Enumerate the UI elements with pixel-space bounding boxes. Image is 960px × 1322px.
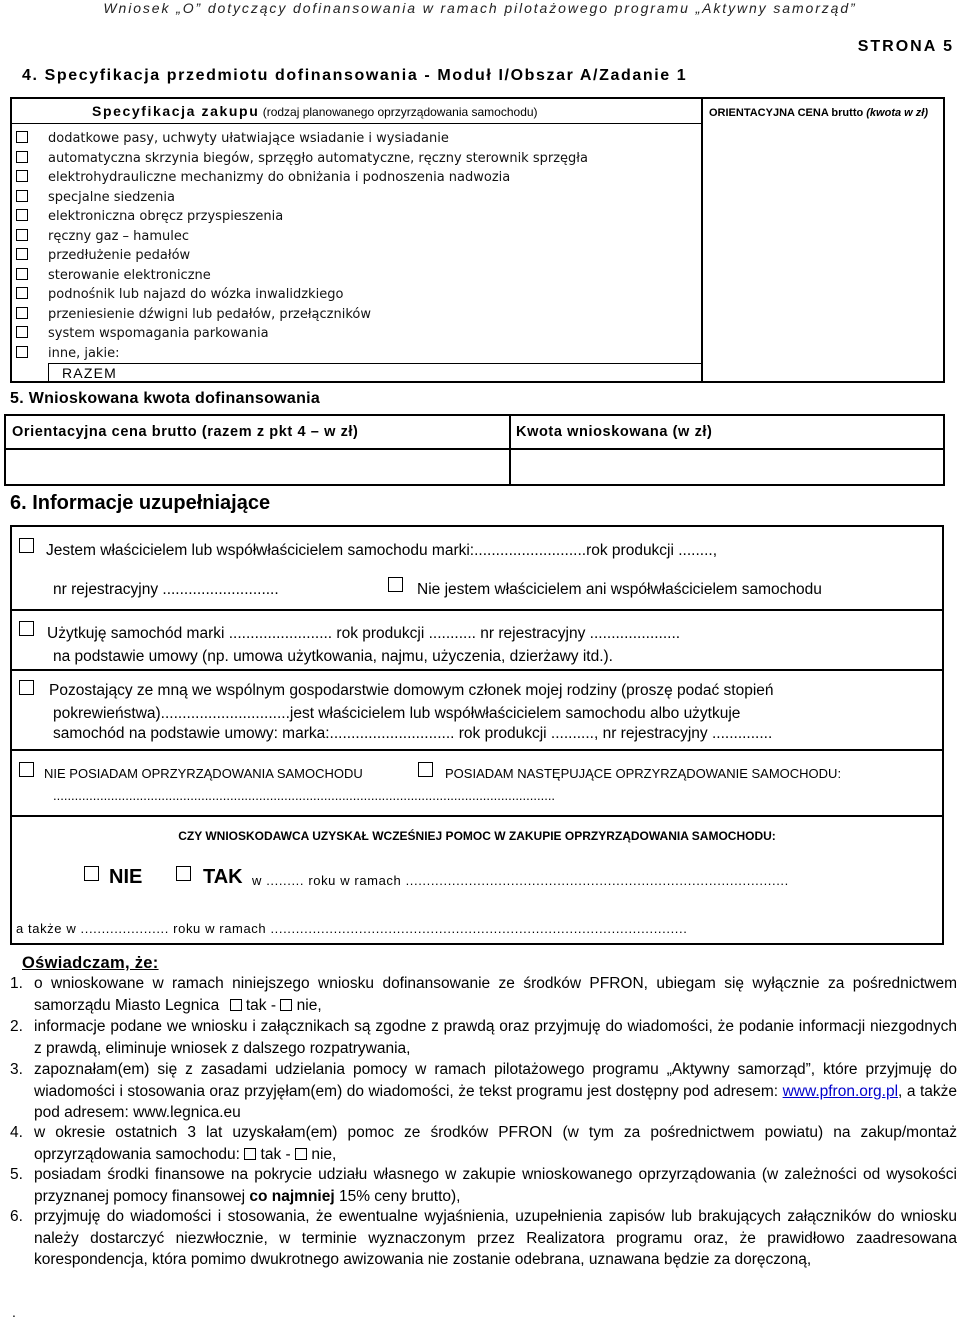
spec-item-label: system wspomagania parkowania [48,326,269,341]
checkbox[interactable] [16,248,28,260]
table-divider [701,99,703,381]
declaration-item [10,1164,957,1207]
spec-column-header [92,103,538,119]
specification-table [10,97,945,383]
family-text: pokrewieństwa)..............................jest właścicielem lub współwłaścicielem samochodu albo użytkuje [53,705,741,722]
checkbox[interactable] [16,307,28,319]
has-equipment-checkbox[interactable] [418,762,433,777]
table-divider [6,448,943,450]
declaration-text: posiadam środki finansowe na pokrycie udziału własnego w zakupie wnioskowanego oprzyrządowania (w zależności od wysokości przyznanej pomocy finansowej [34,1166,957,1205]
family-text: Pozostający ze mną we wspólnym gospodarstwie domowym członek mojej rodziny (proszę podać stopień [49,682,774,699]
spec-item-row[interactable] [16,324,269,344]
requested-amount-label: Kwota wnioskowana (w zł) [516,424,713,440]
prior-aid-also: a także w ..................... roku w ramach ................................................................................................... [16,921,688,936]
prior-aid-no-label: NIE [109,866,143,888]
equipment-dots: ........................................................................................................................................... [53,788,556,803]
tak-checkbox[interactable] [244,1148,256,1160]
spec-item-row[interactable] [16,207,283,227]
declaration-number: 1. [10,975,23,992]
no-equipment-text: NIE POSIADAM OPRZYRZĄDOWANIA SAMOCHODU [44,766,363,781]
declaration-item [10,973,957,1016]
checkbox[interactable] [16,190,28,202]
spec-item-row[interactable] [16,285,343,305]
user-text: Użytkuję samochód marki ........................ rok produkcji ........... nr rejestracyjny ..................... [47,625,681,642]
registration-text: nr rejestracyjny ........................... [53,581,279,598]
declaration-text: 15% ceny brutto), [334,1187,461,1205]
checkbox[interactable] [16,229,28,241]
declaration-number: 3. [10,1061,23,1078]
declaration-number: 5. [10,1166,23,1183]
total-label: RAZEM [62,365,117,381]
prior-aid-yes-label: TAK [203,866,243,888]
checkbox[interactable] [16,287,28,299]
declaration-title: Oświadczam, że: [22,954,159,972]
checkbox[interactable] [16,268,28,280]
ownership-box [10,525,944,611]
user-contract-text: na podstawie umowy (np. umowa użytkowania, najmu, użyczenia, dzierżawy itd.). [53,648,613,665]
spec-item-row[interactable] [16,305,371,325]
spec-item-label: inne, jakie: [48,345,120,361]
spec-item-label: ręczny gaz – hamulec [48,228,190,244]
price-column-label: ORIENTACYJNA CENA brutto [709,107,864,119]
spec-item-label: przeniesienie dźwigni lub pedałów, przełączników [48,306,371,322]
spec-item-row[interactable] [16,246,190,266]
checkbox[interactable] [16,151,28,163]
spec-item-row[interactable] [16,227,189,247]
table-divider [12,123,701,124]
family-text: samochód na podstawie umowy: marka:............................. rok produkcji .........., nr rejestracyjny .............. [53,725,773,742]
declaration-item [10,1016,957,1059]
spec-item-label: podnośnik lub najazd do wózka inwalidzkiego [48,287,344,302]
declaration-text: przyjmuję do wiadomości i stosowania, że ewentualne wyjaśnienia, uzupełnienia zapisów lub brakujących załączników do wniosku należy dostarczyć niezwłocznie, w terminie wyznaczonym przez Realizatora programu oraz, że prawidłowo zaadresowana korespondencja, która pomimo dwukrotnego awizowania nie zostanie odebrana, uznawana będzie za doręczoną, [34,1208,957,1268]
spec-item-label: elektroniczna obręcz przyspieszenia [48,209,284,224]
declaration-item [10,1059,957,1123]
spec-column-note: (rodzaj planowanego oprzyrządowania samochodu) [262,105,538,119]
declaration-text: zapoznałam(em) się z zasadami udzielania pomocy w ramach pilotażowego programu „Aktywny samorząd”, które przyjmuję do wiadomości i stosowania oraz przyjęłam(em) do wiadomości, że tekst programu jest dostępny pod adresem: [34,1061,957,1100]
table-divider [509,416,511,484]
checkbox[interactable] [16,131,28,143]
form-header-title: Wniosek „O” dotyczący dofinansowania w ramach pilotażowego programu „Aktywny samorząd” [103,0,857,16]
nie-checkbox[interactable] [295,1148,307,1160]
price-column-note: (kwota w zł) [866,107,928,119]
spec-item-row[interactable] [16,188,175,208]
option-label: nie, [296,996,322,1014]
user-checkbox[interactable] [19,621,34,636]
prior-aid-year: w ......... roku w ramach ........................................................................................... [252,873,789,888]
estimated-price-label: Orientacyjna cena brutto (razem z pkt 4 – w zł) [12,424,359,440]
no-equipment-checkbox[interactable] [19,762,34,777]
prior-aid-no-checkbox[interactable] [84,866,99,881]
owner-text: Jestem właścicielem lub współwłaścicielem samochodu marki:..........................rok produkcji ........, [46,542,718,559]
spec-item-label: specjalne siedzenia [48,189,176,205]
has-equipment-text: POSIADAM NASTĘPUJĄCE OPRZYRZĄDOWANIE SAMOCHODU: [445,766,842,781]
checkbox[interactable] [16,346,28,358]
prior-aid-box [10,815,944,945]
nie-checkbox[interactable] [280,999,292,1011]
user-box [10,609,944,671]
trailing-dot: . [12,1304,16,1320]
spec-item-row[interactable] [16,266,211,286]
spec-item-row[interactable] [16,168,510,188]
spec-item-label: dodatkowe pasy, uchwyty ułatwiające wsiadanie i wysiadanie [48,131,449,146]
spec-item-row[interactable] [16,129,449,149]
prior-aid-yes-checkbox[interactable] [176,866,191,881]
price-column-header [709,107,928,119]
option-label: tak - [260,1145,291,1163]
family-checkbox[interactable] [19,680,34,695]
checkbox[interactable] [16,209,28,221]
spec-item-label: elektrohydrauliczne mechanizmy do obniżania i podnoszenia nadwozia [48,170,511,185]
declaration-number: 2. [10,1018,23,1035]
spec-item-label: sterowanie elektroniczne [48,267,211,283]
spec-item-row[interactable] [16,344,119,364]
total-cell [48,363,701,382]
spec-item-label: przedłużenie pedałów [48,248,191,263]
family-box [10,669,944,751]
pfron-link[interactable]: www.pfron.org.pl [782,1082,899,1100]
declaration-text: w okresie ostatnich 3 lat uzyskałam(em) pomoc ze środków PFRON (w tym za pośrednictwem powiatu) na zakup/montaż oprzyrządowania samochodu: [34,1124,957,1163]
tak-checkbox[interactable] [230,999,242,1011]
declaration-text: , a także pod adresem: www.legnica.eu [34,1082,957,1121]
prior-aid-question: CZY WNIOSKODAWCA UZYSKAŁ WCZEŚNIEJ POMOC W ZAKUPIE OPRZYRZĄDOWANIA SAMOCHODU: [178,829,776,843]
spec-item-label: automatyczna skrzynia biegów, sprzęgło automatyczne, ręczny sterownik sprzęgła [48,150,588,166]
declaration-text: o wnioskowane w ramach niniejszego wniosku dofinansowanie ze środków PFRON, ubiegam się wyłącznie za pośrednictwem samorządu Miasto Legnica [34,975,957,1014]
owner-checkbox[interactable] [19,538,34,553]
not-owner-checkbox[interactable] [388,577,403,592]
section-5-title: 5. Wnioskowana kwota dofinansowania [10,390,321,407]
section-6-title: 6. Informacje uzupełniające [10,492,271,514]
not-owner-text: Nie jestem właścicielem ani współwłaścicielem samochodu [417,581,822,598]
checkbox[interactable] [16,326,28,338]
option-label: tak - [245,996,277,1014]
declaration-number: 4. [10,1124,23,1141]
declaration-number: 6. [10,1208,23,1225]
declaration-text: informacje podane we wniosku i załącznikach są zgodne z prawdą oraz przyjmuję do wiadomości, że podanie informacji niezgodnych z prawdą, eliminuje wniosek z dalszego rozpatrywania, [34,1018,957,1057]
section-4-title: 4. Specyfikacja przedmiotu dofinansowania - Moduł I/Obszar A/Zadanie 1 [22,67,688,84]
amount-table [4,414,945,486]
spec-column-label: Specyfikacja zakupu [92,103,260,119]
option-label: nie, [311,1145,337,1163]
equipment-box [10,749,944,817]
spec-item-row[interactable] [16,149,588,169]
declaration-item [10,1122,957,1165]
declaration-emphasis: co najmniej [249,1187,335,1205]
checkbox[interactable] [16,170,28,182]
declaration-item [10,1206,957,1292]
page-number: STRONA 5 [857,38,954,55]
